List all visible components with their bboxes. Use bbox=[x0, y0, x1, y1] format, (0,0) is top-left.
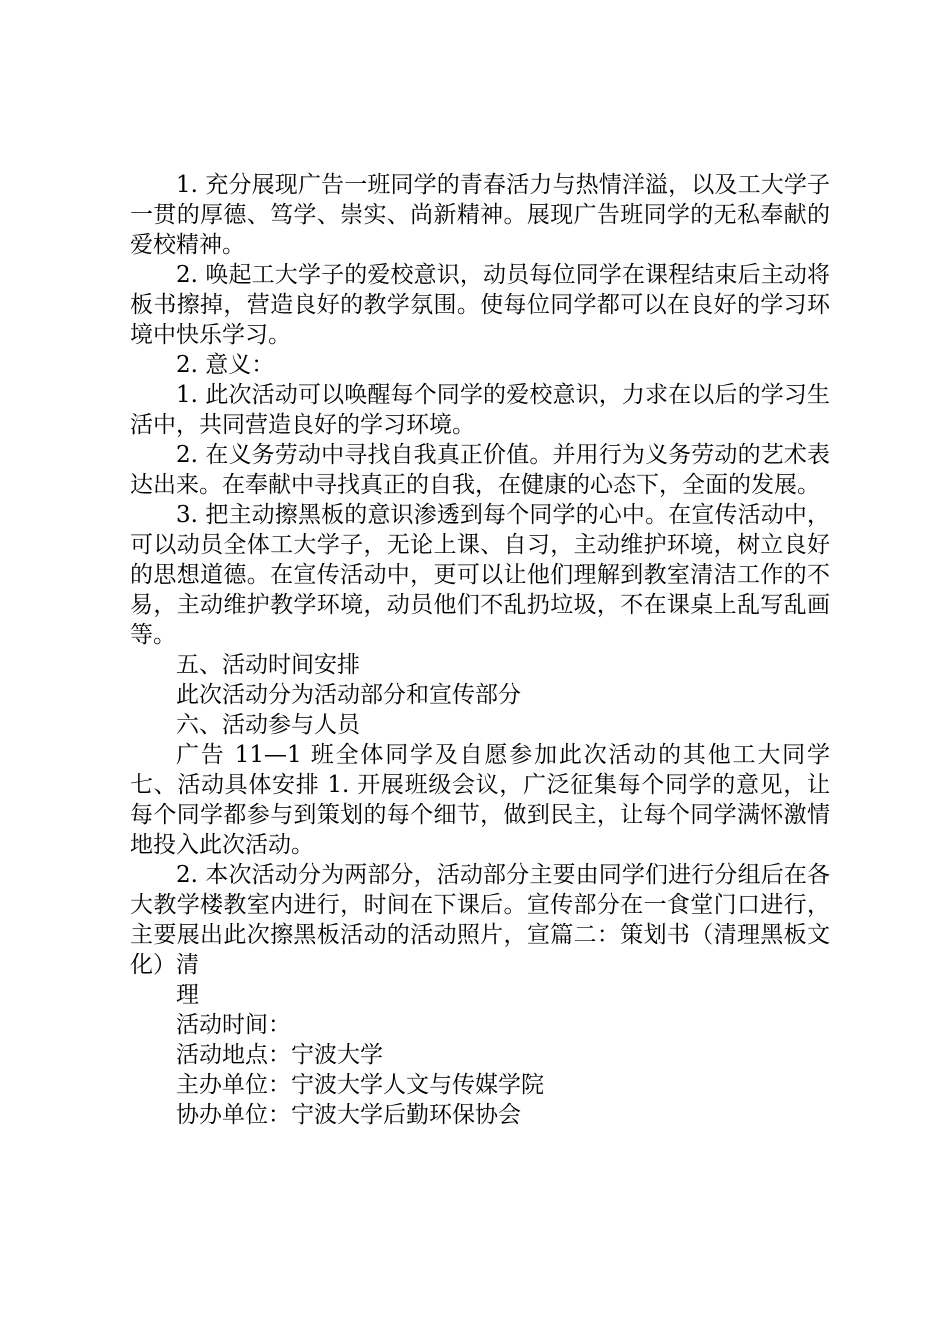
paragraph-purpose-1: 1. 充分展现广告一班同学的青春活力与热情洋溢，以及工大学子一贯的厚德、笃学、崇实、尚新精神。展现广告班同学的无私奉献的爱校精神。 bbox=[130, 172, 830, 258]
heading-schedule: 五、活动时间安排 bbox=[176, 652, 360, 678]
paragraph-fragment: 理 bbox=[176, 982, 199, 1008]
field-organizer: 主办单位：宁波大学人文与传媒学院 bbox=[176, 1072, 544, 1098]
paragraph-schedule: 此次活动分为活动部分和宣传部分 bbox=[176, 682, 521, 708]
document-body bbox=[130, 170, 830, 1130]
paragraph-purpose-2: 2. 唤起工大学子的爱校意识，动员每位同学在课程结束后主动将板书擦掉，营造良好的教学氛围。使每位同学都可以在良好的学习环境中快乐学习。 bbox=[130, 262, 830, 348]
field-activity-time: 活动时间： bbox=[176, 1012, 291, 1038]
field-activity-location: 活动地点：宁波大学 bbox=[176, 1042, 383, 1068]
paragraph-arrangement-2: 2. 本次活动分为两部分，活动部分主要由同学们进行分组后在各大教学楼教室内进行，时间在下课后。宣传部分在一食堂门口进行，主要展出此次擦黑板活动的活动照片，宣篇二：策划书（清理黑板文化）清 bbox=[130, 862, 830, 978]
heading-significance: 2. 意义： bbox=[176, 352, 275, 378]
paragraph-significance-1: 1. 此次活动可以唤醒每个同学的爱校意识，力求在以后的学习生活中，共同营造良好的学习环境。 bbox=[130, 382, 830, 438]
paragraph-significance-3: 3. 把主动擦黑板的意识渗透到每个同学的心中。在宣传活动中，可以动员全体工大学子，无论上课、自习，主动维护环境，树立良好的思想道德。在宣传活动中，更可以让他们理解到教室清洁工作的不易，主动维护教学环境，动员他们不乱扔垃圾，不在课桌上乱写乱画等。 bbox=[130, 502, 830, 648]
paragraph-participants: 广告 11—1 班全体同学及自愿参加此次活动的其他工大同学七、活动具体安排 1. 开展班级会议，广泛征集每个同学的意见，让每个同学都参与到策划的每个细节，做到民主，让每个同学满怀激情地投入此次活动。 bbox=[130, 742, 830, 858]
paragraph-significance-2: 2. 在义务劳动中寻找自我真正价值。并用行为义务劳动的艺术表达出来。在奉献中寻找真正的自我，在健康的心态下，全面的发展。 bbox=[130, 442, 830, 498]
field-co-organizer: 协办单位：宁波大学后勤环保协会 bbox=[176, 1102, 521, 1128]
heading-participants: 六、活动参与人员 bbox=[176, 712, 360, 738]
